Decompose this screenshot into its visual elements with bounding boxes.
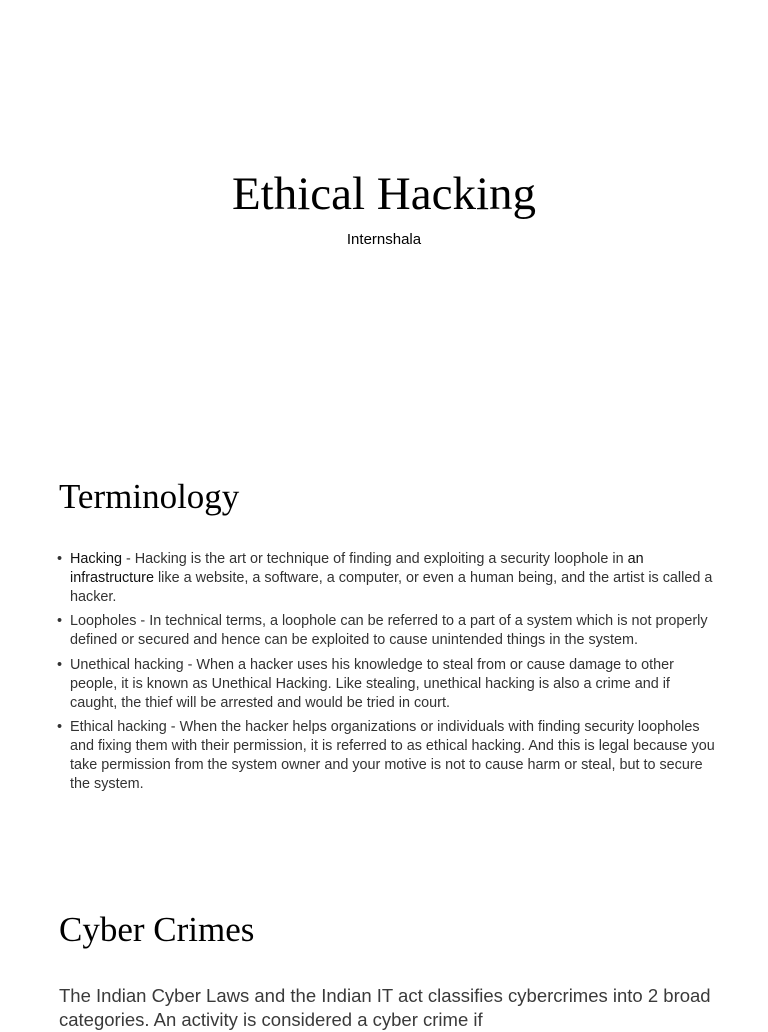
term-label: Hacking (70, 551, 122, 567)
presentation-title: Ethical Hacking (231, 168, 537, 220)
list-item (56, 718, 716, 793)
bullet-icon: • (57, 613, 63, 630)
term-text: Unethical hacking - When a hacker uses his knowledge to steal from or cause damage to other people, it is known as Unethical Hacking. Like stealing, unethical hacking is also a crime and if caught, the thief will be arrested and would be tried in court. (70, 656, 674, 711)
term-highlight: an infrastructure (70, 551, 644, 586)
terminology-heading: Terminology (59, 477, 240, 516)
bullet-icon: • (57, 719, 63, 736)
cyber-crimes-body: The Indian Cyber Laws and the Indian IT act classifies cybercrimes into 2 broad categories. An activity is considered a cyber crime if (59, 985, 711, 1030)
term-text: - Hacking is the art or technique of finding and exploiting a security loophole in (122, 551, 628, 567)
term-text: Loopholes - In technical terms, a loophole can be referred to a part of a system which is not properly defined or secured and hence can be exploited to cause unintended things in the system. (70, 613, 708, 649)
cyber-crimes-heading: Cyber Crimes (59, 910, 255, 949)
presentation-subtitle: Internshala (346, 231, 422, 248)
term-text: like a website, a software, a computer, or even a human being, and the artist is called a hacker. (70, 569, 713, 605)
bullet-icon: • (57, 551, 63, 567)
terminology-list (56, 550, 716, 800)
term-text: Ethical hacking - When the hacker helps organizations or individuals with finding security loopholes and fixing them with their permission, it is referred to as ethical hacking. And this is legal because you take permission from the system owner and your motive is not to cause harm or steal, but to secure the system. (70, 719, 715, 792)
list-item (56, 550, 716, 606)
bullet-icon: • (57, 656, 63, 673)
list-item (56, 612, 716, 650)
list-item (56, 656, 716, 712)
